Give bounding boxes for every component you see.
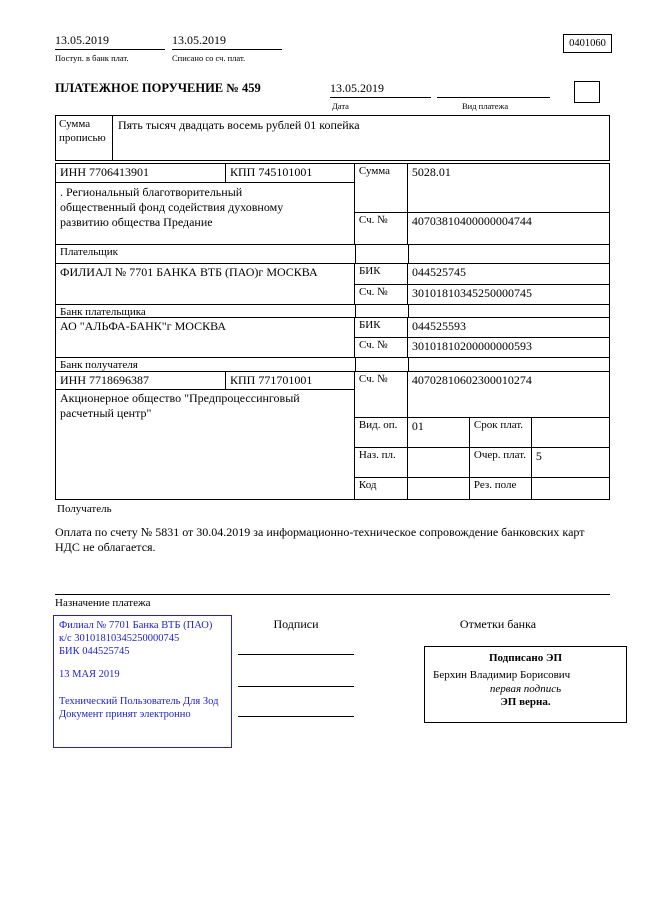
- payee-bank-name: АО "АЛЬФА-БАНК"г МОСКВА: [56, 318, 355, 357]
- payee-bank-bik-label: БИК: [355, 318, 408, 337]
- payee-label: Получатель: [57, 503, 112, 515]
- esign-signer-name: Берхин Владимир Борисович: [433, 668, 571, 681]
- stamp-bank-name: Филиал № 7701 Банка ВТБ (ПАО): [59, 620, 213, 631]
- payer-account: 40703810400000004744: [411, 214, 532, 228]
- payer-bank-bik-label: БИК: [355, 264, 408, 284]
- payee-account: 40702810602300010274: [411, 373, 532, 387]
- amount-in-words-value: Пять тысяч двадцать восемь рублей 01 копейка: [118, 118, 360, 132]
- empty-cell: [409, 358, 609, 371]
- kod-value: [408, 478, 470, 499]
- form-code-badge: 0401060: [563, 34, 612, 53]
- payment-type-checkbox: [574, 81, 600, 103]
- payment-term-label: Срок плат.: [470, 418, 532, 447]
- stamp-note: Документ принят электронно: [59, 708, 191, 720]
- payer-block: [56, 164, 609, 244]
- payee-account-label: Сч. №: [355, 372, 408, 417]
- payer-bank-bik: 044525745: [411, 265, 466, 279]
- kod-label: Код: [355, 478, 408, 499]
- rez-pole-value: [532, 478, 609, 499]
- naz-pl-value: [408, 448, 470, 477]
- document-date: 13.05.2019: [330, 81, 431, 98]
- bank-stamp-box: [53, 615, 232, 748]
- payer-bank-name: ФИЛИАЛ № 7701 БАНКА ВТБ (ПАО)г МОСКВА: [56, 264, 355, 304]
- stamp-user: Технический Пользователь Для Зод: [59, 695, 219, 707]
- payer-inn: ИНН 7706413901: [56, 164, 226, 183]
- stamp-bik: БИК 044525745: [59, 646, 130, 658]
- payment-term-value: [532, 418, 609, 447]
- payment-table: [55, 163, 610, 500]
- payment-type-label: Вид платежа: [462, 101, 509, 111]
- payee-bank-account-label: Сч. №: [355, 338, 408, 357]
- payee-kpp: КПП 771701001: [226, 372, 354, 390]
- stamp-corr-account: к/с 30101810345250000745: [59, 633, 180, 645]
- ocher-plat-label: Очер. плат.: [470, 448, 532, 477]
- naz-pl-label: Наз. пл.: [355, 448, 408, 477]
- payee-block: [56, 371, 609, 499]
- empty-cell: [356, 305, 409, 317]
- debited-date-label: Списано со сч. плат.: [172, 53, 246, 63]
- payer-bank-label: Банк плательщика: [56, 305, 356, 317]
- payment-purpose-line: [55, 594, 610, 595]
- document-title: ПЛАТЕЖНОЕ ПОРУЧЕНИЕ № 459: [55, 81, 261, 95]
- stamp-date: 13 МАЯ 2019: [59, 669, 120, 681]
- payer-account-label: Сч. №: [355, 213, 408, 244]
- payee-bank-block: [56, 317, 609, 357]
- empty-cell: [356, 358, 409, 371]
- payer-kpp: КПП 745101001: [226, 164, 354, 183]
- empty-cell: [409, 305, 609, 317]
- signature-line: [238, 654, 354, 655]
- esign-verified: ЭП верна.: [500, 696, 551, 709]
- ocher-plat-value: 5: [535, 449, 542, 463]
- payee-bank-label: Банк получателя: [56, 358, 356, 371]
- empty-cell: [409, 245, 609, 263]
- sum-value: 5028.01: [411, 165, 451, 179]
- received-date-label: Поступ. в банк плат.: [55, 53, 129, 63]
- esign-subtitle: первая подпись: [489, 682, 562, 695]
- op-type-value: 01: [408, 418, 470, 447]
- amount-in-words-label: Сумма прописью: [56, 116, 113, 160]
- payee-bank-account: 30101810200000000593: [411, 339, 532, 353]
- esign-box: [424, 646, 627, 723]
- payment-purpose-text: Оплата по счету № 5831 от 30.04.2019 за информационно-техническое сопровождение банковских карт НДС не облагается.: [55, 525, 585, 554]
- payee-name: Акционерное общество "Предпроцессинговый расчетный центр": [60, 391, 300, 420]
- signatures-area: [238, 615, 354, 725]
- payee-bank-bik: 044525593: [411, 319, 466, 333]
- signature-line: [238, 716, 354, 717]
- bank-marks-label: Отметки банка: [459, 617, 537, 631]
- rez-pole-label: Рез. поле: [470, 478, 532, 499]
- sum-label: Сумма: [355, 164, 408, 212]
- esign-title: Подписано ЭП: [488, 652, 563, 664]
- payer-bank-account-label: Сч. №: [355, 285, 408, 305]
- date-label: Дата: [332, 101, 349, 111]
- payer-bank-block: [56, 263, 609, 304]
- payer-name: . Региональный благотворительный общественный фонд содействия духовному развитию общества Предание: [60, 185, 284, 229]
- payment-purpose-label: Назначение платежа: [55, 597, 151, 609]
- signature-line: [238, 686, 354, 687]
- payer-bank-account: 30101810345250000745: [411, 285, 532, 300]
- amount-in-words-box: [55, 115, 610, 161]
- payment-type-line: [437, 81, 550, 98]
- op-type-label: Вид. оп.: [355, 418, 408, 447]
- footer-section: [53, 615, 638, 765]
- signatures-label: Подписи: [273, 617, 319, 631]
- payee-inn: ИНН 7718696387: [56, 372, 226, 390]
- debited-date: 13.05.2019: [172, 33, 282, 50]
- payer-label: Плательщик: [56, 245, 356, 263]
- received-date: 13.05.2019: [55, 33, 165, 50]
- empty-cell: [356, 245, 409, 263]
